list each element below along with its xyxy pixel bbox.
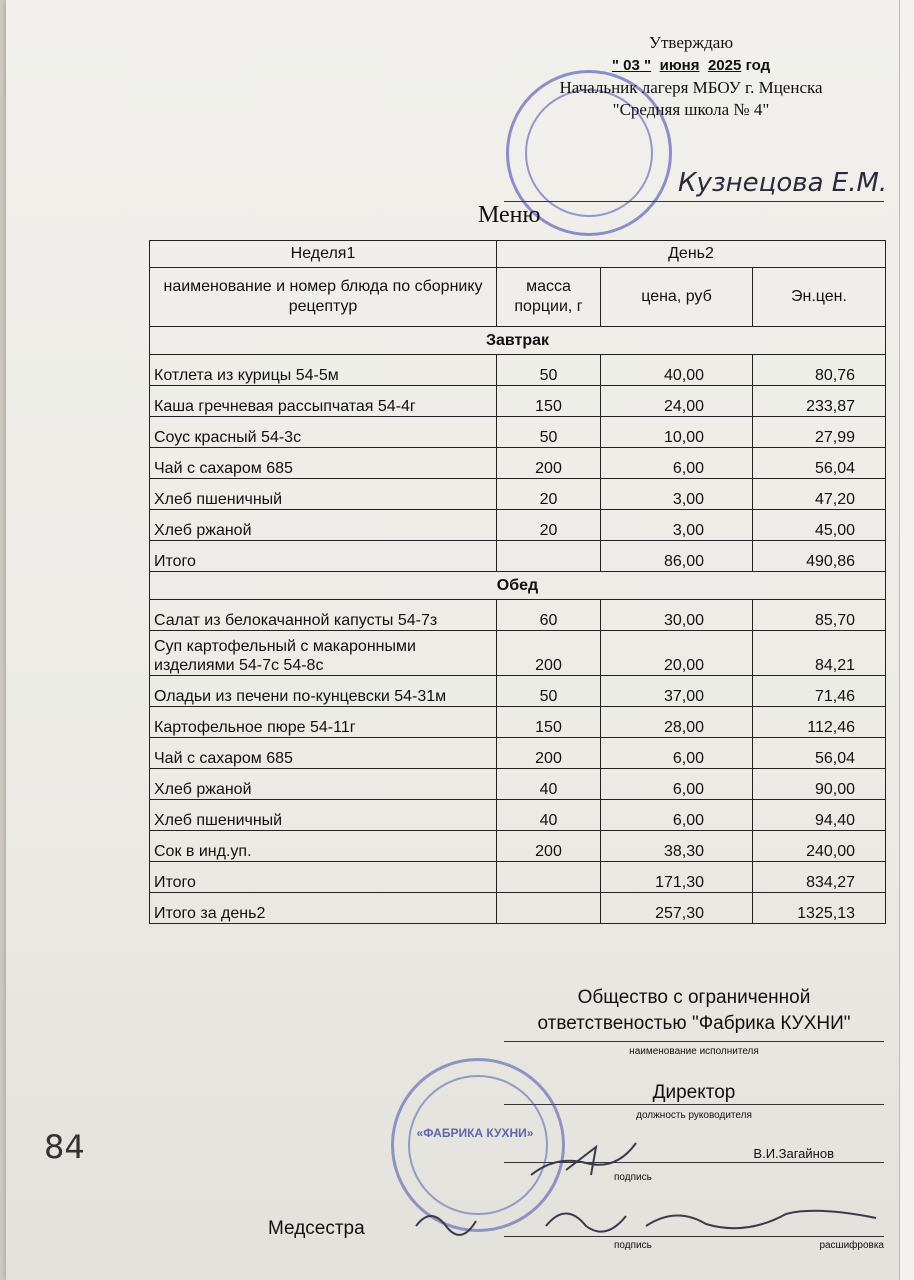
- dish-mass: 50: [497, 417, 601, 448]
- dish-mass: 20: [497, 479, 601, 510]
- executor-org: [504, 985, 884, 1037]
- breakfast-total-row: [150, 541, 886, 572]
- dish-name: Каша гречневая рассыпчатая 54-4г: [150, 386, 497, 417]
- executor-org-line: [504, 1041, 884, 1042]
- company-stamp-text: «ФАБРИКА КУХНИ»: [416, 1126, 534, 1140]
- executor-org-line2: ответственостью "Фабрика КУХНИ": [537, 1013, 851, 1034]
- table-row: [150, 386, 886, 417]
- dish-mass: 50: [497, 355, 601, 386]
- column-mass: масса порции, г: [497, 268, 601, 327]
- director-name: В.И.Загайнов: [753, 1146, 834, 1161]
- dish-energy: 71,46: [753, 676, 886, 707]
- dish-mass: 20: [497, 510, 601, 541]
- dish-energy: 84,21: [753, 631, 886, 676]
- total-price: 86,00: [601, 541, 753, 572]
- table-row: [150, 448, 886, 479]
- dish-price: 3,00: [601, 479, 753, 510]
- dish-price: 30,00: [601, 600, 753, 631]
- column-dish: наименование и номер блюда по сборнику рецептур: [150, 268, 497, 327]
- approval-block: [496, 32, 886, 121]
- table-row: [150, 800, 886, 831]
- approver-signature: Кузнецова Е.М.: [678, 168, 888, 198]
- dish-energy: 94,40: [753, 800, 886, 831]
- table-week-header: [150, 241, 886, 268]
- dish-name: Соус красный 54-3с: [150, 417, 497, 448]
- dish-energy: 233,87: [753, 386, 886, 417]
- handwritten-page-number: 84: [44, 1128, 85, 1166]
- dish-name: Хлеб пшеничный: [150, 479, 497, 510]
- day-total-row: [150, 893, 886, 924]
- nurse-label: Медсестра: [268, 1218, 365, 1239]
- dish-mass: 60: [497, 600, 601, 631]
- dish-energy: 112,46: [753, 707, 886, 738]
- executor-position-line: [504, 1104, 884, 1105]
- approver-school: "Средняя школа № 4": [612, 100, 770, 119]
- dish-price: 6,00: [601, 769, 753, 800]
- table-row: [150, 355, 886, 386]
- table-row: [150, 769, 886, 800]
- dish-mass: 40: [497, 769, 601, 800]
- dish-energy: 45,00: [753, 510, 886, 541]
- dish-price: 28,00: [601, 707, 753, 738]
- dish-name: Сок в инд.уп.: [150, 831, 497, 862]
- section-breakfast: Завтрак: [150, 327, 886, 355]
- day-total-label: Итого за день2: [150, 893, 497, 924]
- approval-year-suffix: год: [745, 57, 771, 74]
- day-total-price: 257,30: [601, 893, 753, 924]
- adjacent-page-edge: [899, 0, 914, 1280]
- table-row: [150, 631, 886, 676]
- approval-year: 2025: [707, 57, 742, 74]
- dish-price: 38,30: [601, 831, 753, 862]
- dish-mass: 50: [497, 676, 601, 707]
- dish-energy: 47,20: [753, 479, 886, 510]
- dish-energy: 240,00: [753, 831, 886, 862]
- dish-mass: 150: [497, 707, 601, 738]
- table-row: [150, 831, 886, 862]
- lunch-total-row: [150, 862, 886, 893]
- approver-position: Начальник лагеря МБОУ г. Мценска: [559, 78, 823, 97]
- dish-price: 40,00: [601, 355, 753, 386]
- director-signature-caption: подпись: [614, 1172, 652, 1183]
- day-label: День2: [497, 241, 886, 268]
- menu-table: [149, 240, 886, 924]
- column-price: цена, руб: [601, 268, 753, 327]
- nurse-signature-caption: подпись: [614, 1240, 652, 1251]
- column-energy: Эн.цен.: [753, 268, 886, 327]
- approval-month: июня: [659, 57, 700, 74]
- total-label: Итого: [150, 862, 497, 893]
- executor-position: Директор: [652, 1082, 736, 1103]
- dish-name: Хлеб ржаной: [150, 510, 497, 541]
- dish-price: 37,00: [601, 676, 753, 707]
- dish-name: Хлеб пшеничный: [150, 800, 497, 831]
- approver-signature-line: [504, 201, 884, 202]
- dish-energy: 85,70: [753, 600, 886, 631]
- dish-name: Чай с сахаром 685: [150, 448, 497, 479]
- table-row: [150, 676, 886, 707]
- dish-name: Чай с сахаром 685: [150, 738, 497, 769]
- dish-price: 20,00: [601, 631, 753, 676]
- dish-mass: 40: [497, 800, 601, 831]
- document-page: [6, 0, 902, 1280]
- dish-mass: 200: [497, 631, 601, 676]
- dish-energy: 56,04: [753, 738, 886, 769]
- dish-price: 24,00: [601, 386, 753, 417]
- approval-day: " 03 ": [611, 57, 652, 74]
- table-column-header: [150, 268, 886, 327]
- dish-price: 10,00: [601, 417, 753, 448]
- dish-energy: 90,00: [753, 769, 886, 800]
- dish-price: 6,00: [601, 738, 753, 769]
- executor-org-caption: наименование исполнителя: [629, 1046, 759, 1057]
- section-lunch: Обед: [150, 572, 886, 600]
- dish-name: Котлета из курицы 54-5м: [150, 355, 497, 386]
- dish-energy: 56,04: [753, 448, 886, 479]
- total-energy: 834,27: [753, 862, 886, 893]
- nurse-signature: [406, 1196, 886, 1246]
- table-row: [150, 479, 886, 510]
- dish-name: Салат из белокачанной капусты 54-7з: [150, 600, 497, 631]
- table-row: [150, 600, 886, 631]
- approve-label: Утверждаю: [648, 33, 734, 52]
- dish-name: Оладьи из печени по-кунцевски 54-31м: [150, 676, 497, 707]
- dish-name: Суп картофельный с макаронными изделиями 54-7с 54-8с: [150, 631, 497, 676]
- dish-mass: 200: [497, 831, 601, 862]
- total-price: 171,30: [601, 862, 753, 893]
- approval-date: [496, 54, 886, 77]
- dish-price: 6,00: [601, 800, 753, 831]
- dish-mass: 200: [497, 738, 601, 769]
- total-energy: 490,86: [753, 541, 886, 572]
- dish-energy: 27,99: [753, 417, 886, 448]
- table-row: [150, 738, 886, 769]
- week-label: Неделя1: [150, 241, 497, 268]
- nurse-decode-caption: расшифровка: [819, 1240, 884, 1251]
- table-row: [150, 707, 886, 738]
- table-row: [150, 417, 886, 448]
- dish-price: 6,00: [601, 448, 753, 479]
- executor-org-line1: Общество с ограниченной: [577, 987, 811, 1008]
- dish-name: Картофельное пюре 54-11г: [150, 707, 497, 738]
- table-row: [150, 510, 886, 541]
- page-title: Меню: [478, 202, 541, 228]
- director-signature: [526, 1135, 646, 1185]
- dish-mass: 200: [497, 448, 601, 479]
- day-total-energy: 1325,13: [753, 893, 886, 924]
- executor-position-caption: должность руководителя: [636, 1110, 752, 1121]
- dish-energy: 80,76: [753, 355, 886, 386]
- total-label: Итого: [150, 541, 497, 572]
- dish-mass: 150: [497, 386, 601, 417]
- dish-name: Хлеб ржаной: [150, 769, 497, 800]
- dish-price: 3,00: [601, 510, 753, 541]
